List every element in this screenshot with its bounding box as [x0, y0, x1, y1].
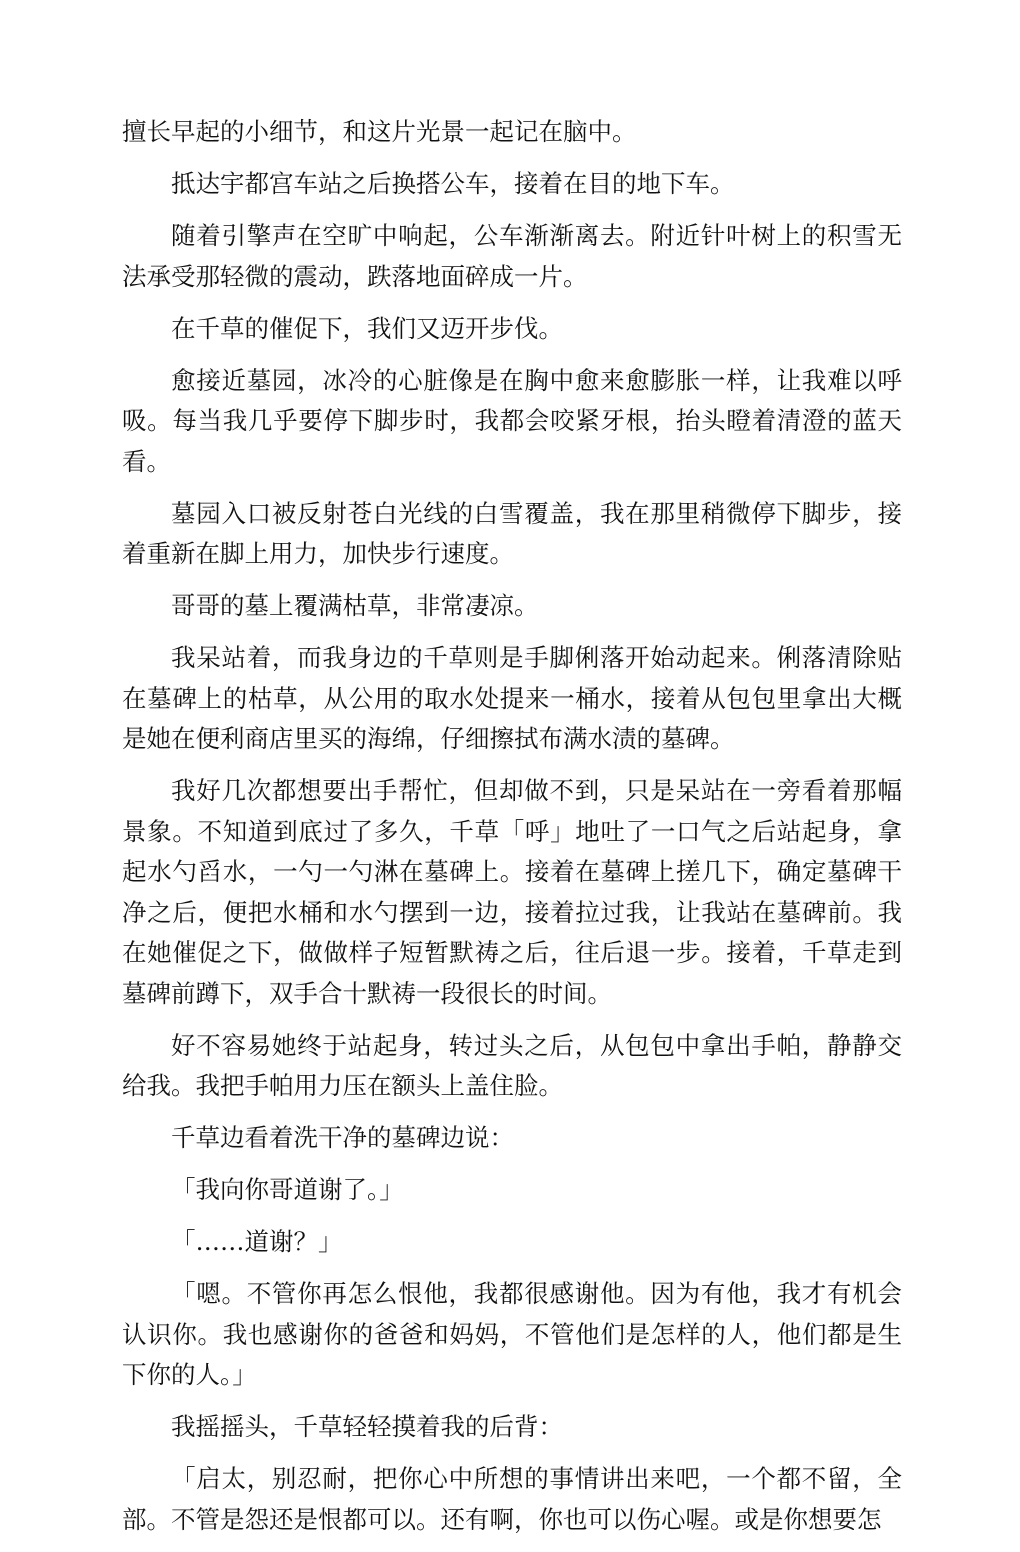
dialogue-line-3: 「嗯。不管你再怎么恨他，我都很感谢他。因为有他，我才有机会认识你。我也感谢你的爸爸和妈妈，不管他们是怎样的人，他们都是生下你的人。」 [122, 1279, 902, 1389]
paragraph-4: 在千草的催促下，我们又迈开步伐。 [171, 313, 563, 343]
paragraph-15: 我摇摇头，千草轻轻摸着我的后背： [171, 1412, 563, 1441]
paragraph-3: 随着引擎声在空旷中响起，公车渐渐离去。附近针叶树上的积雪无法承受那轻微的震动，跌落地面碎成一片。 [122, 221, 902, 291]
paragraph-7: 哥哥的墓上覆满枯草，非常凄凉。 [171, 591, 539, 620]
body-text [122, 112, 902, 1552]
paragraph-8: 我呆站着，而我身边的千草则是手脚俐落开始动起来。俐落清除贴在墓碑上的枯草，从公用的取水处提来一桶水，接着从包包里拿出大概是她在便利商店里买的海绵，仔细擦拭布满水渍的墓碑。 [122, 643, 902, 753]
paragraph-10: 好不容易她终于站起身，转过头之后，从包包中拿出手帕，静静交给我。我把手帕用力压在额头上盖住脸。 [122, 1030, 902, 1100]
paragraph-5: 愈接近墓园，冰冷的心脏像是在胸中愈来愈膨胀一样，让我难以呼吸。每当我几乎要停下脚步时，我都会咬紧牙根，抬头瞪着清澄的蓝天看。 [122, 365, 902, 476]
paragraph-1: 擅长早起的小细节，和这片光景一起记在脑中。 [122, 117, 637, 146]
dialogue-line-2: 「……道谢？」 [171, 1227, 343, 1256]
paragraph-6: 墓园入口被反射苍白光线的白雪覆盖，我在那里稍微停下脚步，接着重新在脚上用力，加快步行速度。 [122, 498, 902, 568]
paragraph-11: 千草边看着洗干净的墓碑边说： [171, 1123, 514, 1152]
paragraph-2: 抵达宇都宫车站之后换搭公车，接着在目的地下车。 [171, 169, 735, 198]
paragraph-9: 我好几次都想要出手帮忙，但却做不到，只是呆站在一旁看着那幅景象。不知道到底过了多久，千草「呼」地吐了一口气之后站起身，拿起水勺舀水，一勺一勺淋在墓碑上。接着在墓碑上搓几下，确定墓碑干净之后，便把水桶和水勺摆到一边，接着拉过我，让我站在墓碑前。我在她催促之下，做做样子短暂默祷之后，往后退一步。接着，千草走到墓碑前蹲下，双手合十默祷一段很长的时间。 [122, 776, 902, 1008]
dialogue-line-4: 「启太，别忍耐，把你心中所想的事情讲出来吧，一个都不留，全部。不管是怨还是恨都可以。还有啊，你也可以伤心喔。或是你想要怎 [122, 1464, 902, 1534]
dialogue-line-1: 「我向你哥道谢了。」 [171, 1175, 404, 1204]
